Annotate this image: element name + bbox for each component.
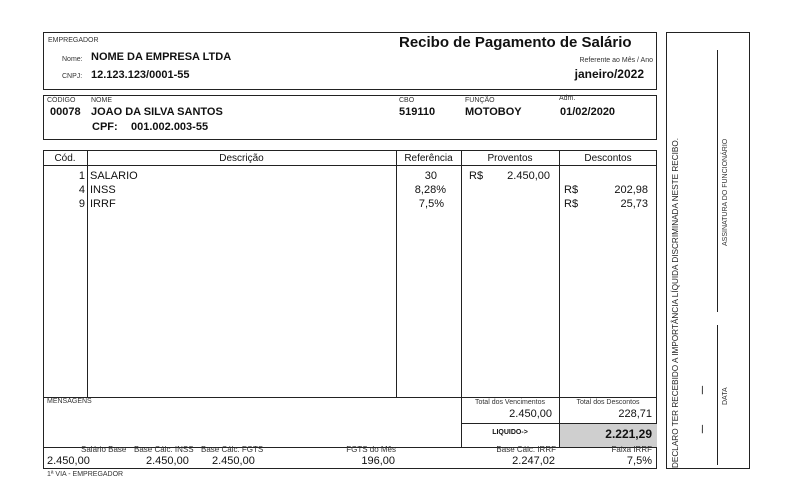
document-title: Recibo de Pagamento de Salário — [399, 34, 632, 51]
row-1-code: 1 — [78, 170, 85, 182]
function-value: MOTOBOY — [465, 106, 522, 118]
row-3-disc-value: 25,73 — [620, 198, 648, 210]
row-1-earn-currency: R$ — [469, 170, 484, 182]
row-2-description: INSS — [90, 184, 116, 196]
cnpj-value: 12.123.123/0001-55 — [91, 69, 190, 81]
row-1-earn-value: 2.450,00 — [507, 170, 550, 182]
row-2-code: 4 — [78, 184, 85, 196]
admission-label: Adm. — [559, 95, 576, 102]
signature-line — [717, 50, 718, 312]
row-3-code: 9 — [78, 198, 85, 210]
net-label: LIQUIDO-> — [492, 429, 528, 436]
col-header-earnings: Proventos — [487, 153, 533, 164]
cbo-label: CBO — [399, 97, 415, 104]
total-discounts-label: Total dos Descontos — [576, 399, 640, 406]
date-slash-1: / — [699, 384, 706, 398]
row-2-reference: 8,28% — [414, 184, 446, 196]
fgts-base-value: 2.450,00 — [212, 455, 255, 467]
reference-label: Referente ao Mês / Ano — [579, 57, 653, 64]
receipt-declaration: DECLARO TER RECEBIDO A IMPORTÂNCIA LÍQUIDA DISCRIMINADA NESTE RECIBO. — [671, 138, 680, 468]
row-2-disc-value: 202,98 — [614, 184, 648, 196]
reference-value: janeiro/2022 — [574, 67, 644, 81]
cbo-value: 519110 — [399, 106, 436, 118]
messages-label: MENSAGENS — [47, 398, 92, 405]
row-3-reference: 7,5% — [418, 198, 444, 210]
employee-name: JOAO DA SILVA SANTOS — [91, 106, 223, 118]
irrf-base-label: Base Cálc. IRRF — [496, 445, 556, 454]
salary-base-label: Salário Base — [81, 445, 127, 454]
employee-cpf: 001.002.003-55 — [131, 121, 209, 133]
irrf-base-value: 2.247,02 — [512, 455, 555, 467]
total-earnings-label: Total dos Vencimentos — [474, 399, 546, 406]
total-discounts-value: 228,71 — [618, 408, 652, 420]
admission-date: 01/02/2020 — [560, 106, 616, 118]
function-label: FUNÇÃO — [465, 97, 495, 104]
employee-name-label: NOME — [91, 97, 112, 104]
copy-designation: 1ª VIA - EMPREGADOR — [47, 471, 124, 478]
date-line — [717, 325, 718, 465]
col-header-code: Cód. — [54, 153, 76, 164]
total-earnings-value: 2.450,00 — [509, 408, 552, 420]
fgts-base-label: Base Cálc. FGTS — [201, 445, 264, 454]
row-3-disc-currency: R$ — [564, 198, 579, 210]
row-3-description: IRRF — [90, 198, 116, 210]
fgts-month-label: FGTS do Mês — [346, 445, 396, 454]
date-label: DATA — [722, 387, 729, 405]
employee-code: 00078 — [50, 106, 81, 118]
row-1-reference: 30 — [424, 170, 437, 182]
irrf-band-label: Faixa IRRF — [611, 445, 652, 454]
col-header-description: Descrição — [219, 153, 264, 164]
col-divider-code — [87, 150, 88, 397]
net-value: 2.221,29 — [605, 427, 652, 441]
employee-code-label: CÓDIGO — [47, 97, 76, 104]
company-name-label: Nome: — [62, 56, 83, 63]
row-2-disc-currency: R$ — [564, 184, 579, 196]
inss-base-label: Base Cálc. INSS — [134, 445, 194, 454]
cnpj-label: CNPJ: — [62, 73, 83, 80]
employer-label: EMPREGADOR — [48, 37, 99, 44]
col-divider-ref — [461, 150, 462, 397]
company-name: NOME DA EMPRESA LTDA — [91, 51, 232, 63]
row-1-description: SALARIO — [90, 170, 138, 182]
messages-divider — [43, 397, 657, 398]
employee-cpf-label: CPF: — [92, 121, 118, 133]
signature-label: ASSINATURA DO FUNCIONÁRIO — [722, 138, 729, 246]
inss-base-value: 2.450,00 — [146, 455, 189, 467]
salary-base-value: 2.450,00 — [47, 455, 90, 467]
col-header-discounts: Descontos — [584, 153, 632, 164]
table-header-divider — [43, 165, 657, 166]
irrf-band-value: 7,5% — [626, 455, 652, 467]
fgts-month-value: 196,00 — [361, 455, 395, 467]
col-header-reference: Referência — [404, 153, 453, 164]
date-slash-2: / — [699, 423, 706, 437]
